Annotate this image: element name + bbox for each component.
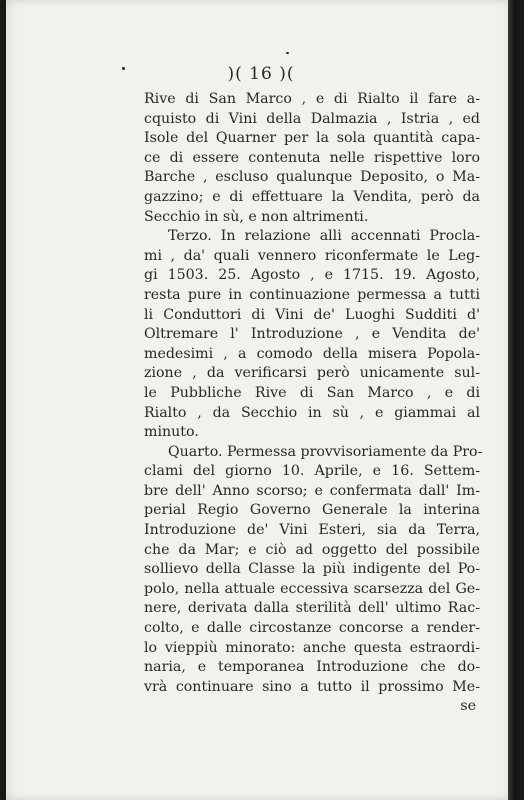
page-number: )( 16 )( xyxy=(227,64,295,84)
text-line: minuto. xyxy=(144,424,199,441)
text-line: bre dell' Anno scorso; e confermata dall' Im- xyxy=(144,482,480,499)
text-line: medesimi , a comodo della misera Popola- xyxy=(144,345,480,362)
text-line: polo, nella attuale eccessiva scarsezza del Ge- xyxy=(144,580,480,597)
text-line: naria, e temporanea Introduzione che do- xyxy=(144,659,480,676)
text-line: lo vieppiù minorato: anche questa estraordi- xyxy=(144,639,480,656)
text-line: li Conduttori di Vini de' Luoghi Sudditi d' xyxy=(144,306,480,323)
text-line: mi , da' quali vennero riconfermate le Leg- xyxy=(144,247,480,264)
text-line: Isole del Quarner per la sola quantità capa- xyxy=(144,130,480,147)
text-line: Rive di San Marco , e di Rialto il fare a- xyxy=(144,91,480,107)
catchword: se xyxy=(460,698,476,715)
page-edge-shadow xyxy=(508,0,516,800)
text-line: perial Regio Governo Generale la interina xyxy=(144,502,480,519)
text-line: Introduzione de' Vini Esteri, sia da Terra, xyxy=(144,522,480,539)
text-line: clami del giorno 10. Aprile, e 16. Settem- xyxy=(144,463,480,480)
text-line: nere, derivata dalla sterilità dell' ultimo Rac- xyxy=(144,600,480,617)
text-line: cquisto di Vini della Dalmazia , Istria , ed xyxy=(144,110,480,127)
text-line: ce di essere contenuta nelle rispettive loro xyxy=(144,149,480,166)
text-line: Terzo. In relazione alli accennati Procla- xyxy=(168,228,480,245)
text-line: sollievo della Classe la più indigente del Po- xyxy=(144,561,480,578)
text-line: zione , da verificarsi però unicamente sul- xyxy=(144,365,480,382)
text-line: gazzino; e di effettuare la Vendita, però da xyxy=(144,188,480,205)
book-page xyxy=(6,0,516,800)
text-line: resta pure in continuazione permessa a tutti xyxy=(144,286,480,303)
text-line: colto, e dalle circostanze concorse a render- xyxy=(144,620,480,637)
text-line: le Pubbliche Rive di San Marco , e di xyxy=(144,384,480,401)
text-line: che da Mar; e ciò ad oggetto del possibile xyxy=(144,541,480,558)
text-line: gi 1503. 25. Agosto , e 1715. 19. Agosto, xyxy=(144,267,480,284)
body-text xyxy=(144,90,483,717)
text-line: Oltremare l' Introduzione , e Vendita de' xyxy=(144,326,480,343)
text-line: Secchio in sù, e non altrimenti. xyxy=(144,208,369,225)
text-line: Rialto , da Secchio in sù , e giammai al xyxy=(144,404,480,421)
text-line: vrà continuare sino a tutto il prossimo Me- xyxy=(144,678,480,695)
text-line: Quarto. Permessa provvisoriamente da Pro- xyxy=(168,443,483,460)
text-line: Barche , escluso qualunque Deposito, o Ma- xyxy=(144,169,480,186)
ink-speck xyxy=(286,52,289,54)
